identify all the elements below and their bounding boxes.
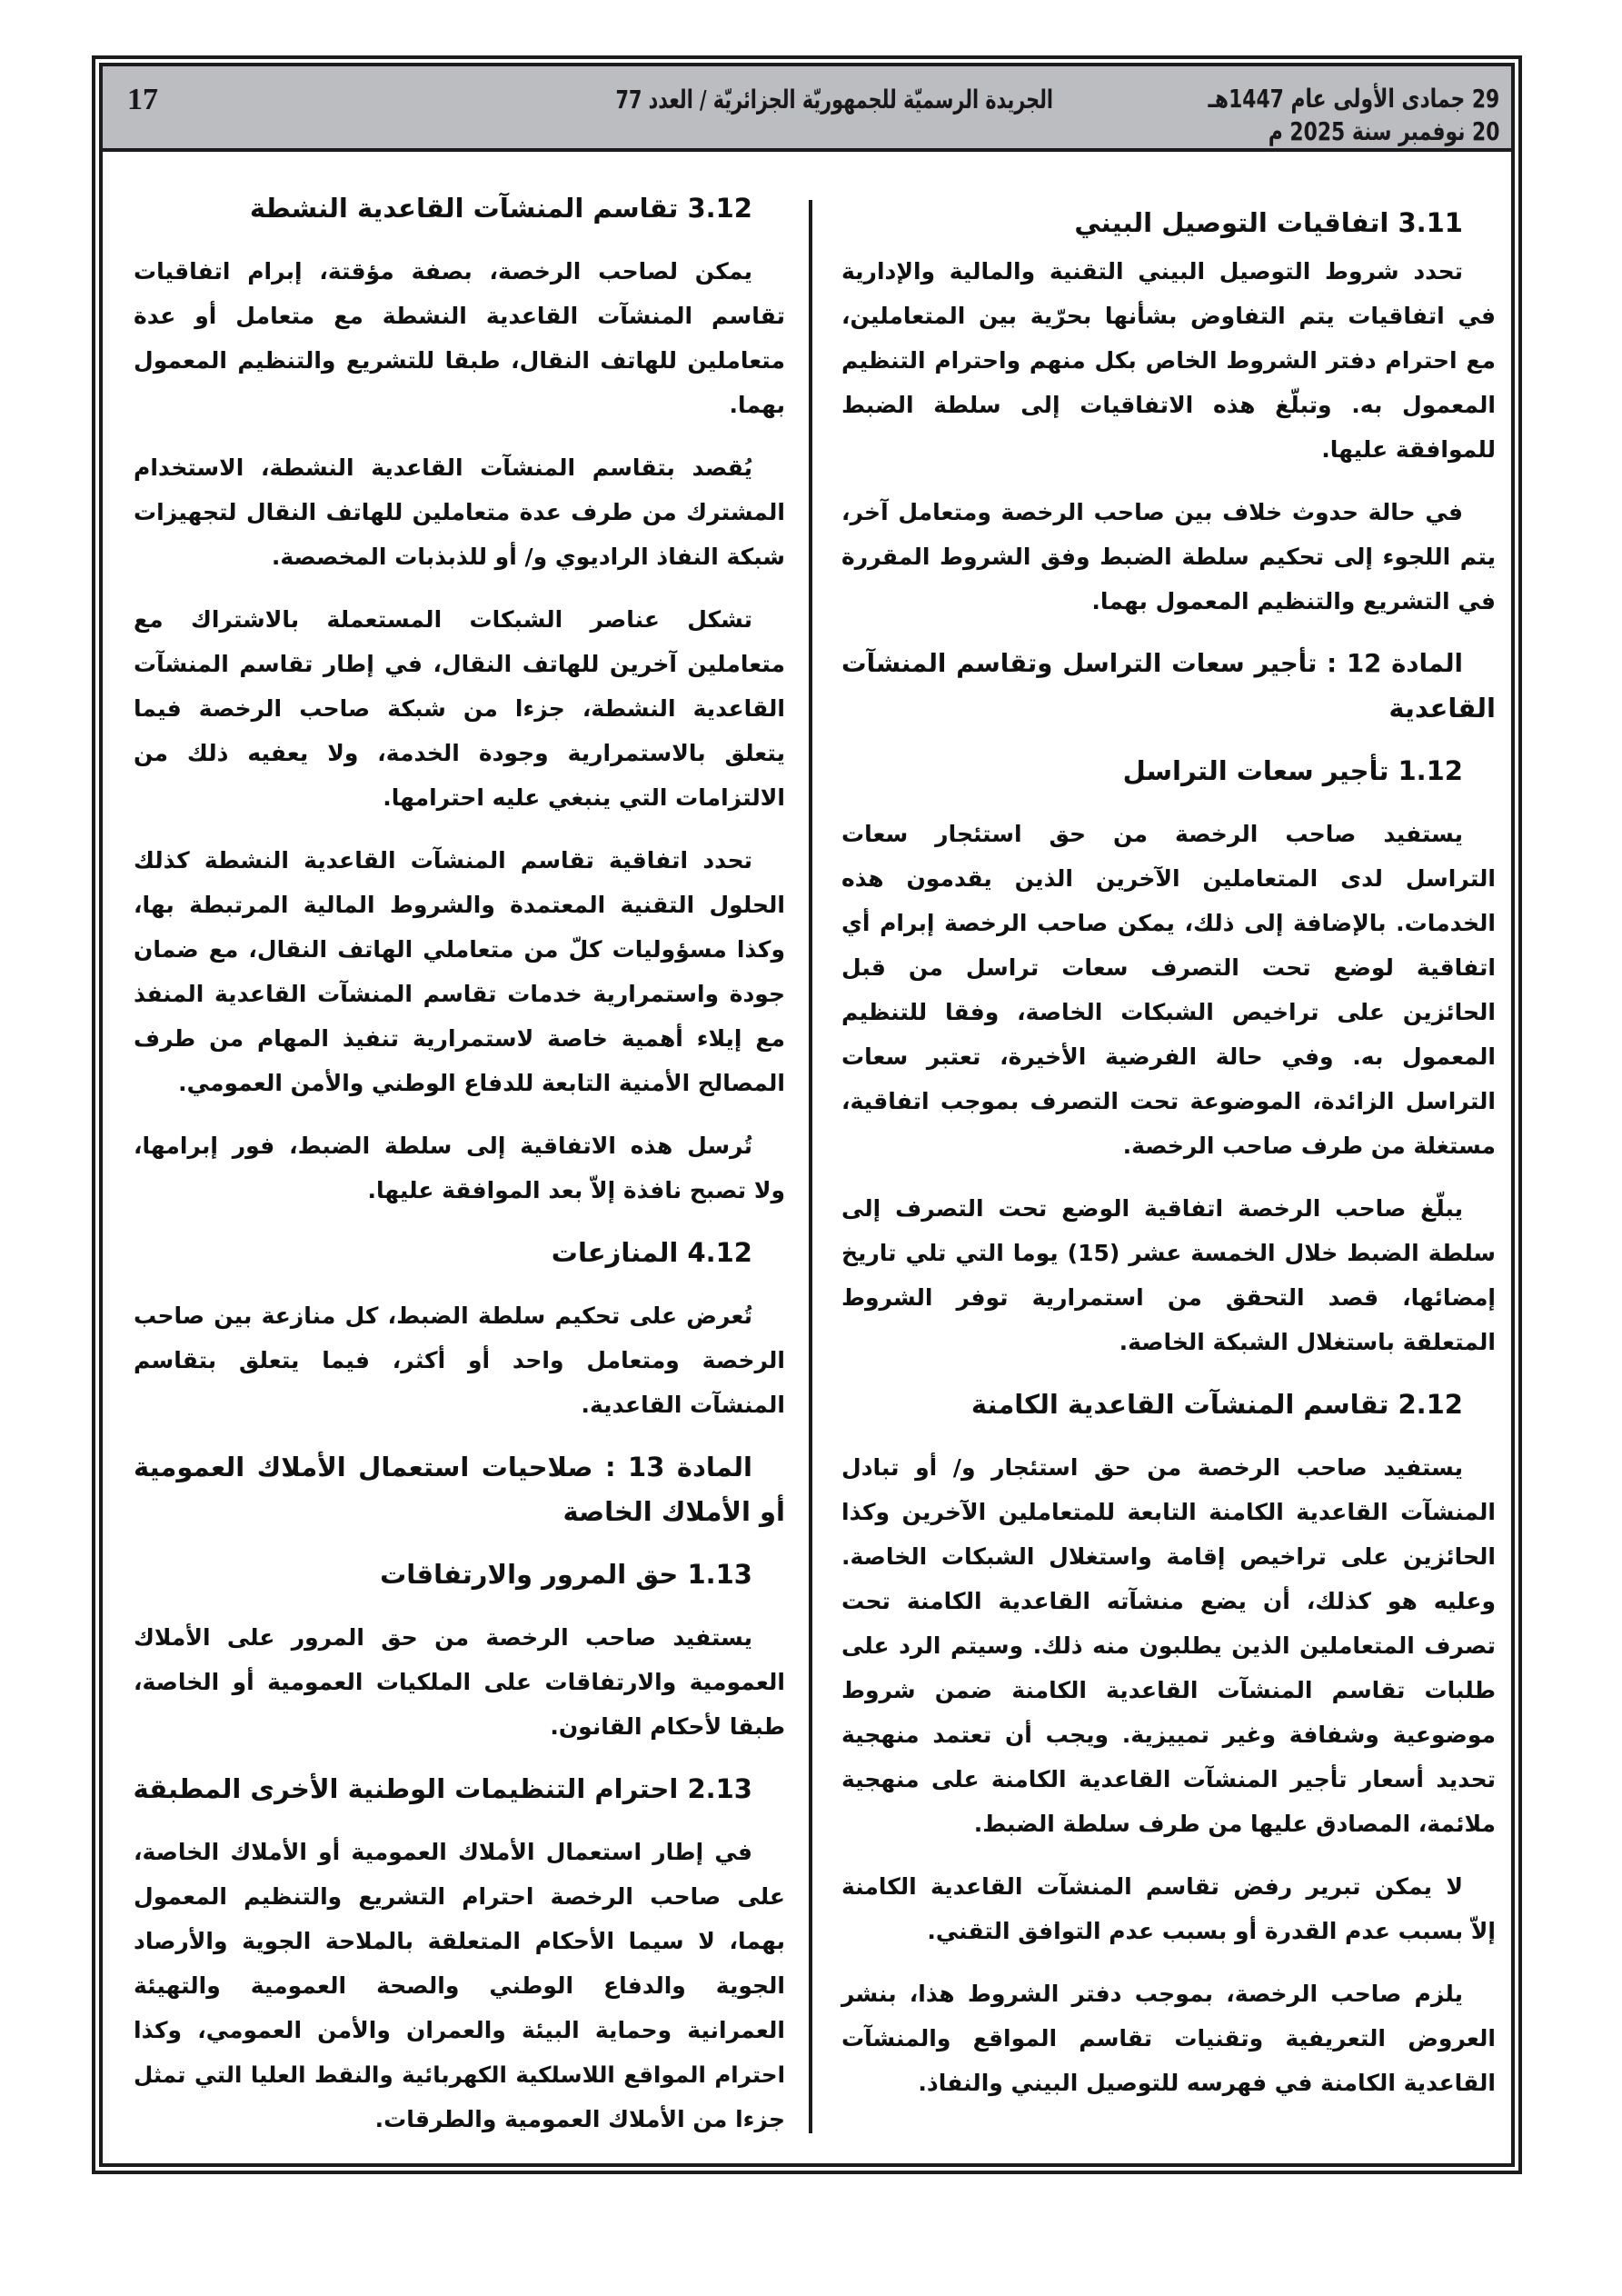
paragraph-line: المصالح الأمنية التابعة للدفاع الوطني والأمن العمومي. — [178, 1070, 785, 1096]
section-heading: 2.13 احترام التنظيمات الوطنية الأخرى المطبقة — [133, 1773, 752, 1804]
paragraph-line: الحلول التقنية المعتمدة والشروط المالية المرتبطة بها، — [134, 892, 785, 918]
paragraph-line: تصرف المتعاملين الذين يطلبون منه ذلك. وسيتم الرد على — [841, 1632, 1496, 1659]
paragraph-line: موضوعية وشفافة وغير تمييزية. ويجب أن تعتمد منهجية — [841, 1722, 1496, 1748]
paragraph-line: في التشريع والتنظيم المعمول بهما. — [1091, 588, 1496, 614]
paragraph-line: ولا تصبح نافذة إلاّ بعد الموافقة عليها. — [367, 1177, 785, 1203]
paragraph — [841, 1186, 1496, 1364]
article-heading-line: المادة 12 : تأجير سعات التراسل وتقاسم المنشآت — [841, 649, 1463, 678]
paragraph — [841, 1445, 1496, 1846]
paragraph-line: المعمول به. وتبلّغ هذه الاتفاقيات إلى سلطة الضبط — [841, 392, 1496, 418]
paragraph-line: القاعدية النشطة، جزءا من شبكة صاحب الرخصة فيما — [134, 695, 785, 722]
paragraph-line: متعاملين للهاتف النقال، طبقا للتشريع والتنظيم المعمول — [134, 347, 785, 374]
paragraph — [841, 1864, 1496, 1953]
paragraph-line: الجوية والدفاع الوطني والصحة العمومية والتهيئة — [134, 1972, 785, 1999]
paragraph-line: تُرسل هذه الاتفاقية إلى سلطة الضبط، فور إبرامها، — [134, 1133, 752, 1159]
paragraph-line: على صاحب الرخصة احترام التشريع والتنظيم المعمول — [134, 1883, 785, 1910]
section-heading: 1.13 حق المرور والارتفاقات — [380, 1559, 752, 1590]
paragraph-line: متعاملين آخرين للهاتف النقال، في إطار تقاسم المنشآت — [134, 651, 785, 677]
article-heading-line: المادة 13 : صلاحيات استعمال الأملاك العمومية — [134, 1452, 752, 1482]
paragraph — [841, 249, 1496, 472]
paragraph-line: سلطة الضبط خلال الخمسة عشر (15) يوما التي تلي تاريخ — [841, 1240, 1496, 1266]
paragraph-line: المعمول به. وفي حالة الفرضية الأخيرة، تعتبر سعات — [841, 1043, 1496, 1070]
paragraph-line: طلبات تقاسم المنشآت القاعدية الكامنة ضمن شروط — [841, 1677, 1496, 1703]
paragraph-line: مع إيلاء أهمية خاصة لاستمرارية تنفيذ المهام من طرف — [134, 1025, 785, 1052]
paragraph-line: يبلّغ صاحب الرخصة اتفاقية الوضع تحت التصرف إلى — [841, 1195, 1463, 1222]
paragraph-line: إمضائها، قصد التحقق من استمرارية توفر الشروط — [841, 1284, 1496, 1311]
left-column — [134, 186, 785, 2141]
article-heading — [134, 1445, 785, 1534]
paragraph — [841, 1972, 1496, 2105]
section-heading: 2.12 تقاسم المنشآت القاعدية الكامنة — [970, 1389, 1463, 1420]
paragraph-line: الحائزين على تراخيص إقامة واستغلال الشبكات الخاصة. — [841, 1543, 1496, 1570]
paragraph — [134, 1293, 785, 1427]
paragraph-line: الخدمات. بالإضافة إلى ذلك، يمكن صاحب الرخصة إبرام أي — [841, 910, 1496, 936]
paragraph-line: وكذا مسؤوليات كلّ من متعاملي الهاتف النقال، مع ضمان — [134, 936, 785, 963]
paragraph-line: العمرانية وحماية البيئة والعمران والأمن العمومي، وكذا — [134, 2017, 785, 2043]
paragraph — [134, 1615, 785, 1749]
section-heading: 1.12 تأجير سعات التراسل — [1122, 755, 1463, 786]
paragraph-line: مع احترام دفتر الشروط الخاص بكل منهم واحترام التنظيم — [841, 347, 1496, 374]
section-heading: 4.12 المنازعات — [551, 1237, 752, 1268]
paragraph-line: العروض التعريفية وتقنيات تقاسم المواقع والمنشآت — [841, 2025, 1496, 2051]
paragraph — [134, 1830, 785, 2141]
right-column — [841, 186, 1496, 2105]
section-heading: 3.11 اتفاقيات التوصيل البيني — [1074, 207, 1463, 238]
paragraph-line: جزءا من الأملاك العمومية والطرقات. — [374, 2106, 785, 2132]
paragraph-line: شبكة النفاذ الراديوي و/ أو للذبذبات المخصصة. — [271, 544, 785, 570]
paragraph-line: يستفيد صاحب الرخصة من حق استئجار سعات — [841, 821, 1463, 847]
paragraph-line: في اتفاقيات يتم التفاوض بشأنها بحرّية بين المتعاملين، — [841, 303, 1496, 329]
paragraph-line: الرخصة ومتعامل واحد أو أكثر، فيما يتعلق بتقاسم — [134, 1347, 785, 1373]
paragraph — [134, 597, 785, 820]
paragraph-line: يستفيد صاحب الرخصة من حق استئجار و/ أو تبادل — [841, 1454, 1463, 1481]
paragraph-line: طبقا لأحكام القانون. — [550, 1713, 785, 1740]
paragraph-line: التراسل الزائدة، الموضوعة تحت التصرف بموجب اتفاقية، — [841, 1088, 1496, 1114]
paragraph-line: الحائزين على تراخيص الشبكات الخاصة، وفقا للتنظيم — [841, 999, 1496, 1025]
paragraph-line: وعليه هو كذلك، أن يضع منشآته القاعدية الكامنة تحت — [841, 1588, 1496, 1614]
paragraph-line: للموافقة عليها. — [1321, 436, 1496, 463]
paragraph-line: المنشآت القاعدية الكامنة التابعة للمتعاملين الآخرين وكذا — [841, 1499, 1496, 1525]
paragraph — [134, 445, 785, 579]
paragraph — [841, 490, 1496, 624]
paragraph-line: المشترك من طرف عدة متعاملين للهاتف النقال لتجهيزات — [134, 499, 785, 525]
page-number: 17 — [127, 83, 158, 116]
date-hijri: 29 جمادى الأولى عام 1447هـ — [1208, 84, 1499, 114]
paragraph-line: يمكن لصاحب الرخصة، بصفة مؤقتة، إبرام اتفاقيات — [134, 258, 752, 285]
paragraph-line: مستغلة من طرف صاحب الرخصة. — [1122, 1133, 1496, 1159]
paragraph-line: إلاّ بسبب عدم القدرة أو بسبب عدم التوافق التقني. — [927, 1918, 1496, 1944]
paragraph-line: جودة واستمرارية خدمات تقاسم المنشآت القاعدية المنفذ — [134, 981, 785, 1007]
paragraph-line: تحدد اتفاقية تقاسم المنشآت القاعدية النشطة كذلك — [134, 847, 752, 873]
section-heading: 3.12 تقاسم المنشآت القاعدية النشطة — [249, 193, 752, 224]
paragraph-line: التراسل لدى المتعاملين الآخرين الذين يقدمون هذه — [841, 865, 1496, 892]
paragraph-line: يلزم صاحب الرخصة، بموجب دفتر الشروط هذا، بنشر — [841, 1981, 1463, 2007]
paragraph-line: لا يمكن تبرير رفض تقاسم المنشآت القاعدية الكامنة — [841, 1873, 1463, 1900]
paragraph-line: بهما، لا سيما الأحكام المتعلقة بالملاحة الجوية والأرصاد — [134, 1928, 785, 1954]
paragraph-line: تُعرض على تحكيم سلطة الضبط، كل منازعة بين صاحب — [134, 1303, 752, 1329]
paragraph-line: تشكل عناصر الشبكات المستعملة بالاشتراك مع — [134, 606, 752, 633]
paragraph-line: ملائمة، المصادق عليها من طرف سلطة الضبط. — [973, 1811, 1496, 1837]
paragraph-line: الالتزامات التي ينبغي عليه احترامها. — [383, 784, 785, 811]
article-heading-line: القاعدية — [1388, 693, 1496, 724]
date-gregorian: 20 نوفمبر سنة 2025 م — [1268, 116, 1499, 146]
paragraph-line: يُقصد بتقاسم المنشآت القاعدية النشطة، الاستخدام — [134, 454, 752, 481]
paragraph-line: تقاسم المنشآت القاعدية النشطة مع متعامل أو عدة — [134, 303, 785, 329]
paragraph-line: في إطار استعمال الأملاك العمومية أو الأملاك الخاصة، — [134, 1839, 752, 1865]
paragraph — [841, 812, 1496, 1168]
article-heading-line: أو الأملاك الخاصة — [562, 1496, 785, 1527]
paragraph-line: بهما. — [729, 392, 785, 418]
paragraph-line: العمومية والارتفاقات على الملكيات العمومية أو الخاصة، — [134, 1669, 785, 1695]
paragraph-line: اتفاقية لوضع تحت التصرف سعات تراسل من قبل — [841, 954, 1496, 981]
paragraph-line: يتم اللجوء إلى تحكيم سلطة الضبط وفق الشروط المقررة — [841, 544, 1496, 570]
column-divider — [809, 200, 812, 2133]
paragraph-line: تحديد أسعار تأجير المنشآت القاعدية الكامنة على منهجية — [841, 1766, 1496, 1792]
paragraph-line: القاعدية الكامنة في فهرسه للتوصيل البيني والنفاذ. — [918, 2070, 1496, 2096]
paragraph-line: المتعلقة باستغلال الشبكة الخاصة. — [1119, 1329, 1496, 1355]
paragraph — [134, 838, 785, 1105]
paragraph-line: تحدد شروط التوصيل البيني التقنية والمالية والإدارية — [841, 258, 1463, 285]
paragraph-line: يتعلق بالاستمرارية وجودة الخدمة، ولا يعفيه ذلك من — [134, 740, 785, 766]
gazette-title: الجريدة الرسميّة للجمهوريّة الجزائريّة / العدد 77 — [615, 85, 1053, 115]
paragraph-line: في حالة حدوث خلاف بين صاحب الرخصة ومتعامل آخر، — [841, 499, 1463, 525]
paragraph-line: احترام المواقع اللاسلكية الكهربائية والنقط العليا التي تمثل — [134, 2061, 785, 2088]
paragraph — [134, 1123, 785, 1213]
article-heading — [841, 642, 1496, 731]
paragraph-line: يستفيد صاحب الرخصة من حق المرور على الأملاك — [134, 1624, 752, 1651]
paragraph-line: المنشآت القاعدية. — [581, 1392, 785, 1418]
paragraph — [134, 249, 785, 427]
